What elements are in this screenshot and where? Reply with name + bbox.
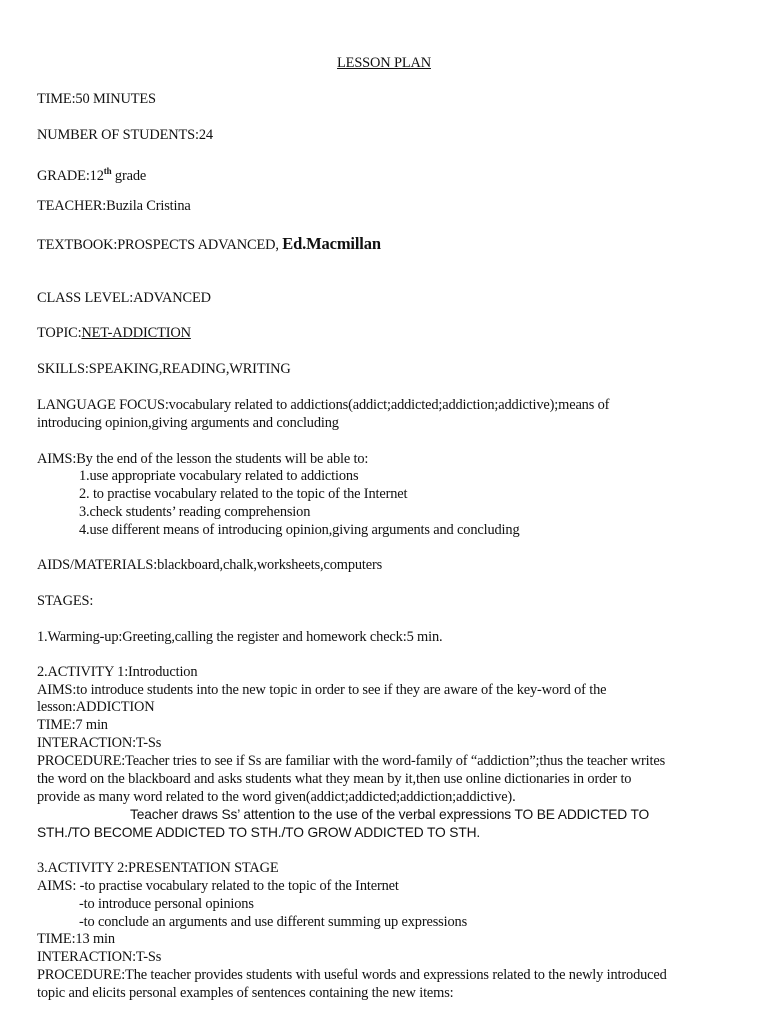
activity1-procedure-line-3: provide as many word related to the word given(addict;addicted;addiction;addictive). bbox=[37, 789, 516, 805]
activity2-procedure-line-2: topic and elicits personal examples of sentences containing the new items: bbox=[37, 985, 454, 1001]
aim-item: 3.check students’ reading comprehension bbox=[79, 504, 311, 520]
activity2-time: TIME:13 min bbox=[37, 931, 115, 947]
activity1-procedure-line-2: the word on the blackboard and asks students what they mean by it,then use online dictionaries in order to bbox=[37, 771, 632, 787]
activity1-aims-line-2: lesson:ADDICTION bbox=[37, 699, 155, 715]
textbook-field: TEXTBOOK:PROSPECTS ADVANCED, Ed.Macmillan bbox=[37, 234, 381, 253]
language-focus-line-2: introducing opinion,giving arguments and concluding bbox=[37, 415, 339, 431]
aim-item: 2. to practise vocabulary related to the topic of the Internet bbox=[79, 486, 408, 502]
aim-item: 1.use appropriate vocabulary related to addictions bbox=[79, 468, 359, 484]
activity2-aims-line-2: -to introduce personal opinions bbox=[79, 896, 254, 912]
topic-field: TOPIC:NET-ADDICTION bbox=[37, 325, 191, 341]
activity2-aims-line-3: -to conclude an arguments and use different summing up expressions bbox=[79, 914, 468, 930]
aids-field: AIDS/MATERIALS:blackboard,chalk,worksheets,computers bbox=[37, 557, 383, 573]
activity1-time: TIME:7 min bbox=[37, 717, 108, 733]
activity2-aims-line-1: AIMS: -to practise vocabulary related to the topic of the Internet bbox=[37, 878, 399, 894]
activity2-heading: 3.ACTIVITY 2:PRESENTATION STAGE bbox=[37, 860, 279, 876]
stages-heading: STAGES: bbox=[37, 593, 94, 609]
activity1-heading: 2.ACTIVITY 1:Introduction bbox=[37, 664, 198, 680]
grade-field: GRADE:12th grade bbox=[37, 166, 147, 184]
students-field: NUMBER OF STUDENTS:24 bbox=[37, 127, 213, 143]
activity1-procedure-line-1: PROCEDURE:Teacher tries to see if Ss are familiar with the word-family of “addiction”;thus the teacher writes bbox=[37, 753, 666, 769]
skills-field: SKILLS:SPEAKING,READING,WRITING bbox=[37, 361, 291, 377]
activity1-procedure-line-5: STH./TO BECOME ADDICTED TO STH./TO GROW ADDICTED TO STH. bbox=[37, 825, 481, 840]
class-level-field: CLASS LEVEL:ADVANCED bbox=[37, 290, 211, 306]
activity1-procedure-line-4: Teacher draws Ss’ attention to the use of the verbal expressions TO BE ADDICTED TO bbox=[130, 807, 650, 822]
activity2-procedure-line-1: PROCEDURE:The teacher provides students with useful words and expressions related to the newly introduced bbox=[37, 967, 667, 983]
activity1-interaction: INTERACTION:T-Ss bbox=[37, 735, 162, 751]
teacher-field: TEACHER:Buzila Cristina bbox=[37, 198, 191, 214]
activity2-interaction: INTERACTION:T-Ss bbox=[37, 949, 162, 965]
activity1-aims-line-1: AIMS:to introduce students into the new topic in order to see if they are aware of the key-word of the bbox=[37, 682, 607, 698]
document-title: LESSON PLAN bbox=[337, 55, 431, 71]
warmup-stage: 1.Warming-up:Greeting,calling the register and homework check:5 min. bbox=[37, 629, 443, 645]
aims-intro: AIMS:By the end of the lesson the students will be able to: bbox=[37, 451, 369, 467]
aim-item: 4.use different means of introducing opinion,giving arguments and concluding bbox=[79, 522, 520, 538]
language-focus-line-1: LANGUAGE FOCUS:vocabulary related to addictions(addict;addicted;addiction;addictive);means of bbox=[37, 397, 610, 413]
time-field: TIME:50 MINUTES bbox=[37, 91, 156, 107]
